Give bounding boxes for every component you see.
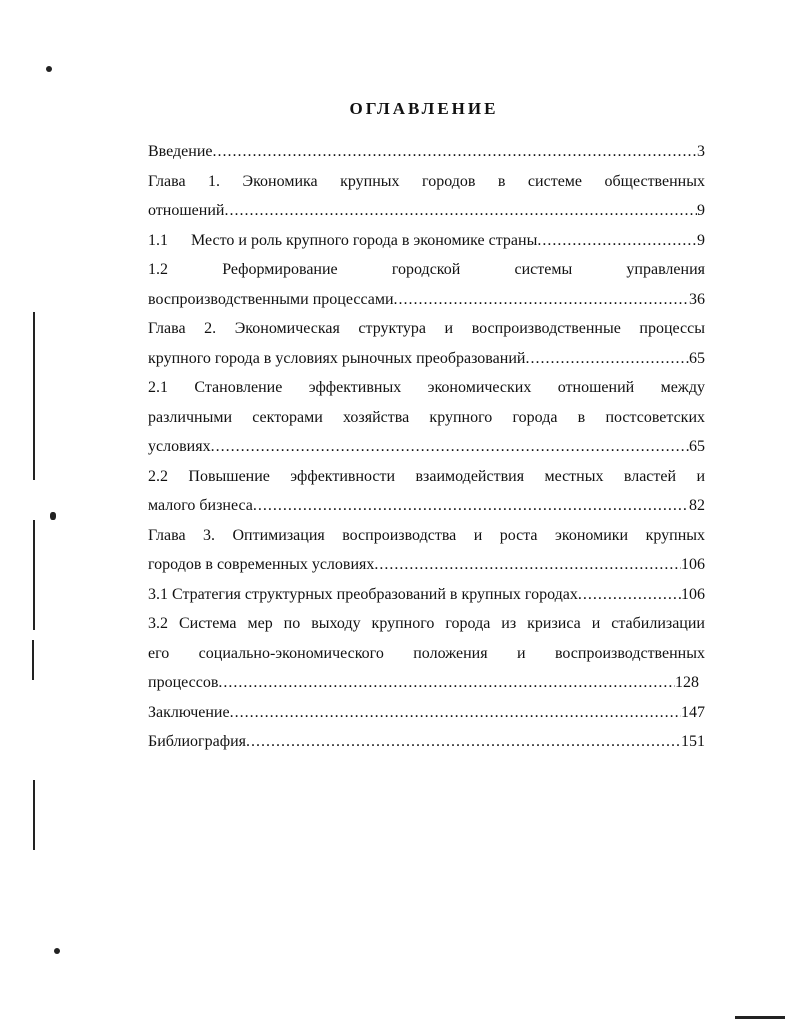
page-title: ОГЛАВЛЕНИЕ [349,99,499,118]
scan-dot [50,512,56,520]
toc-entry-section-2-1-line1[interactable]: 2.1 Становление эффективных экономических отношений между [148,379,705,396]
toc-entry-section-3-2-line2[interactable]: его социально-экономического положения и воспроизводственных [148,644,705,662]
dot-leader [578,580,681,610]
table-of-contents [148,137,705,757]
toc-entry-section-1-2-line1[interactable]: 1.2 Реформирование городской системы управления [148,261,705,278]
section-number: 1.1 [148,231,168,249]
section-title: Место и роль крупного города в экономике страны [191,231,538,249]
toc-entry-chapter2[interactable] [148,344,705,374]
toc-entry-section-1-1[interactable] [148,226,705,256]
scan-dot [46,66,52,72]
toc-page-number: 151 [681,733,705,750]
toc-entry-text: крупного города в условиях рыночных преобразований [148,349,526,367]
toc-page-number: 128 [675,674,699,691]
scan-line [33,312,35,480]
toc-entry-text: Введение [148,143,213,160]
toc-entry-section-3-2[interactable] [148,668,699,698]
dot-leader [253,491,689,521]
toc-page-number: 106 [681,585,705,603]
toc-entry-text: процессов [148,674,219,691]
scan-dot [54,948,60,954]
toc-entry-chapter2-line1[interactable]: Глава 2. Экономическая структура и воспроизводственные процессы [148,320,705,337]
toc-page-number: 36 [689,290,705,308]
dot-leader [230,698,681,728]
toc-entry-text: малого бизнеса [148,497,253,514]
dot-leader [218,668,675,698]
toc-page-number: 82 [689,497,705,514]
toc-entry-bibliography[interactable] [148,727,705,757]
toc-entry-section-1-2[interactable] [148,285,705,315]
dot-leader [394,285,689,315]
toc-entry-text: городов в современных условиях [148,556,375,573]
toc-entry-text: воспроизводственными процессами [148,290,394,308]
toc-entry-section-2-2[interactable] [148,491,705,521]
toc-entry-section-2-2-line1[interactable]: 2.2 Повышение эффективности взаимодействия местных властей и [148,467,705,485]
toc-page-number: 65 [689,438,705,455]
scan-smudge [735,1016,785,1019]
toc-page-number: 147 [681,703,705,721]
dot-leader [537,226,697,256]
toc-entry-section-2-1[interactable] [148,432,705,462]
toc-entry-text: 3.1 Стратегия структурных преобразований в крупных городах [148,585,578,603]
dot-leader [224,196,697,226]
dot-leader [525,344,689,374]
toc-entry-text: Заключение [148,703,230,721]
toc-entry-conclusion[interactable] [148,698,705,728]
toc-entry-chapter3-line1[interactable]: Глава 3. Оптимизация воспроизводства и роста экономики крупных [148,526,705,544]
toc-entry-text: условиях [148,438,211,455]
toc-entry-text [148,226,537,256]
toc-entry-chapter1-line1[interactable]: Глава 1. Экономика крупных городов в системе общественных [148,172,705,190]
toc-entry-section-3-1[interactable] [148,580,705,610]
toc-entry-section-2-1-line2[interactable]: различными секторами хозяйства крупного города в постсоветских [148,408,705,426]
dot-leader [374,550,681,580]
toc-page-number: 9 [697,231,705,249]
dot-leader [211,432,689,462]
toc-entry-text: Библиография [148,733,246,750]
toc-entry-chapter3[interactable] [148,550,705,580]
scan-line [32,640,34,680]
dot-leader [213,137,698,167]
toc-entry-section-3-2-line1[interactable]: 3.2 Система мер по выходу крупного города из кризиса и стабилизации [148,615,705,632]
toc-entry-intro[interactable] [148,137,705,167]
toc-page-number: 9 [697,202,705,219]
toc-entry-text: отношений [148,202,225,219]
dot-leader [246,727,681,757]
toc-page-number: 65 [689,349,705,367]
toc-page-number: 106 [681,556,705,573]
scan-line [33,520,35,630]
toc-entry-chapter1[interactable] [148,196,705,226]
scan-line [33,780,35,850]
toc-page-number: 3 [697,143,705,160]
